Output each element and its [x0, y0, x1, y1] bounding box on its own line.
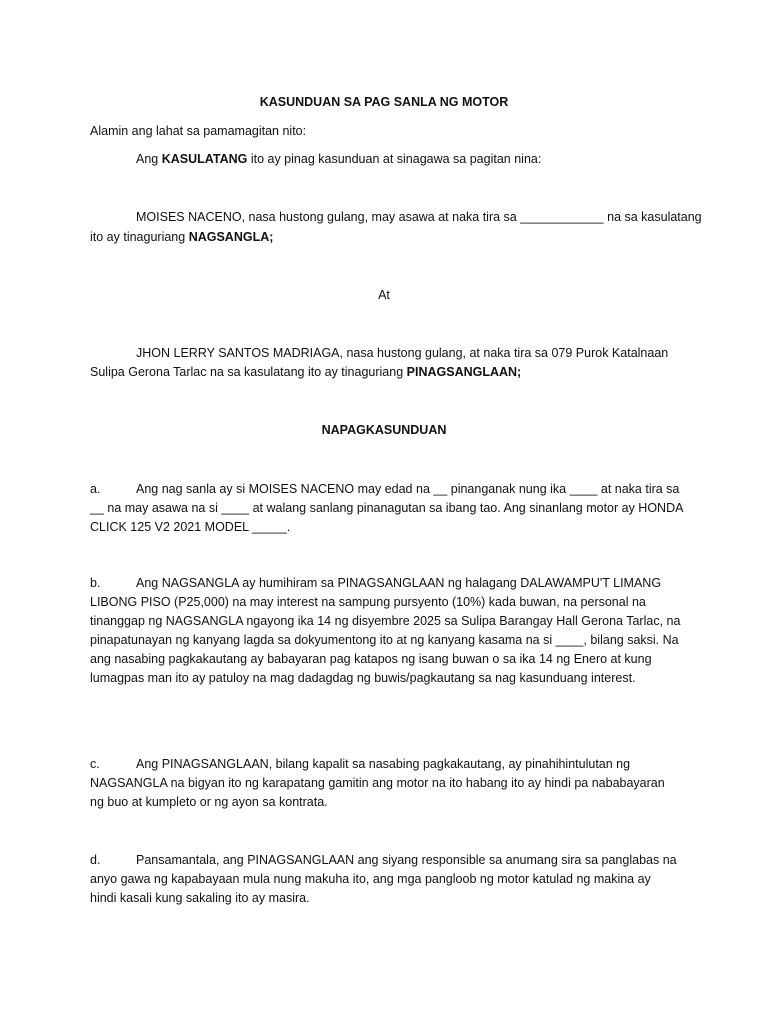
party2-line2-text: Sulipa Gerona Tarlac na sa kasulatang ito ay tinaguriang: [90, 365, 407, 379]
opening-pre: Ang: [136, 152, 162, 166]
clause-d-line-3: hindi kasali kung sakaling ito ay masira.: [90, 891, 310, 905]
clause-d-line-1: Pansamantala, ang PINAGSANGLAAN ang siyang responsible sa anumang sira sa panglabas na: [136, 853, 677, 867]
clause-a-line-1: Ang nag sanla ay si MOISES NACENO may edad na __ pinanganak nung ika ____ at naka tira sa: [136, 482, 680, 496]
clause-b-line-2: LIBONG PISO (P25,000) na may interest na sampung pursyento (10%) kada buwan, na personal na: [90, 595, 646, 609]
party1-role: NAGSANGLA;: [188, 230, 274, 244]
party2-line-1: JHON LERRY SANTOS MADRIAGA, nasa hustong gulang, at naka tira sa 079 Purok Katalnaan: [136, 346, 669, 360]
party2-role: PINAGSANGLAAN;: [406, 365, 522, 379]
clause-a-line-3: CLICK 125 V2 2021 MODEL _____.: [90, 520, 291, 534]
clause-a-line-2: __ na may asawa na si ____ at walang sanlang pinanagutan sa ibang tao. Ang sinanlang motor ay HONDA: [90, 501, 684, 515]
clause-c-line-1: Ang PINAGSANGLAAN, bilang kapalit sa nasabing pagkakautang, ay pinahihintulutan ng: [136, 757, 631, 771]
clause-d-line-2: anyo gawa ng kapabayaan mula nung makuha ito, ang mga pangloob ng motor katulad ng makina ay: [90, 872, 651, 886]
at-separator: At: [378, 288, 390, 302]
opening-bold: KASULATANG: [161, 152, 248, 166]
clause-a-label: a.: [90, 482, 101, 496]
document-title: KASUNDUAN SA PAG SANLA NG MOTOR: [259, 95, 509, 109]
clause-b-line-1: Ang NAGSANGLA ay humihiram sa PINAGSANGLAAN ng halagang DALAWAMPU'T LIMANG: [136, 576, 662, 590]
party1-line-2: [90, 228, 273, 247]
clause-b-line-4: pinapatunayan ng kanyang lagda sa dokyumentong ito at ng kanyang kasama na si ____, bilang saksi. Na: [90, 633, 679, 647]
clause-b-line-3: tinanggap ng NAGSANGLA ngayong ika 14 ng disyembre 2025 sa Sulipa Barangay Hall Gerona Tarlac, na: [90, 614, 681, 628]
clause-b-line-5: ang nasabing pagkakautang ay babayaran pag katapos ng isang buwan o sa ika 14 ng Enero at kung: [90, 652, 652, 666]
clause-b-label: b.: [90, 576, 101, 590]
clause-d-label: d.: [90, 853, 101, 867]
party2-line-2: [90, 363, 521, 382]
intro-text: Alamin ang lahat sa pamamagitan nito:: [90, 124, 307, 138]
clause-b-line-6: lumagpas man ito ay patuloy na mag dadagdag ng buwis/pagkautang sa nag kasunduang interest.: [90, 671, 636, 685]
clause-c-label: c.: [90, 757, 100, 771]
party1-line-1: MOISES NACENO, nasa hustong gulang, may asawa at naka tira sa ____________ na sa kasulatang: [136, 210, 702, 224]
party1-line2-text: ito ay tinaguriang: [90, 230, 189, 244]
opening-post: ito ay pinag kasunduan at sinagawa sa pagitan nina:: [247, 152, 542, 166]
opening-paragraph: [136, 150, 541, 169]
section-heading: NAPAGKASUNDUAN: [321, 423, 447, 437]
clause-c-line-3: ng buo at kumpleto or ng ayon sa kontrata.: [90, 795, 328, 809]
clause-c-line-2: NAGSANGLA na bigyan ito ng karapatang gamitin ang motor na ito habang ito ay hindi pa nababayaran: [90, 776, 665, 790]
